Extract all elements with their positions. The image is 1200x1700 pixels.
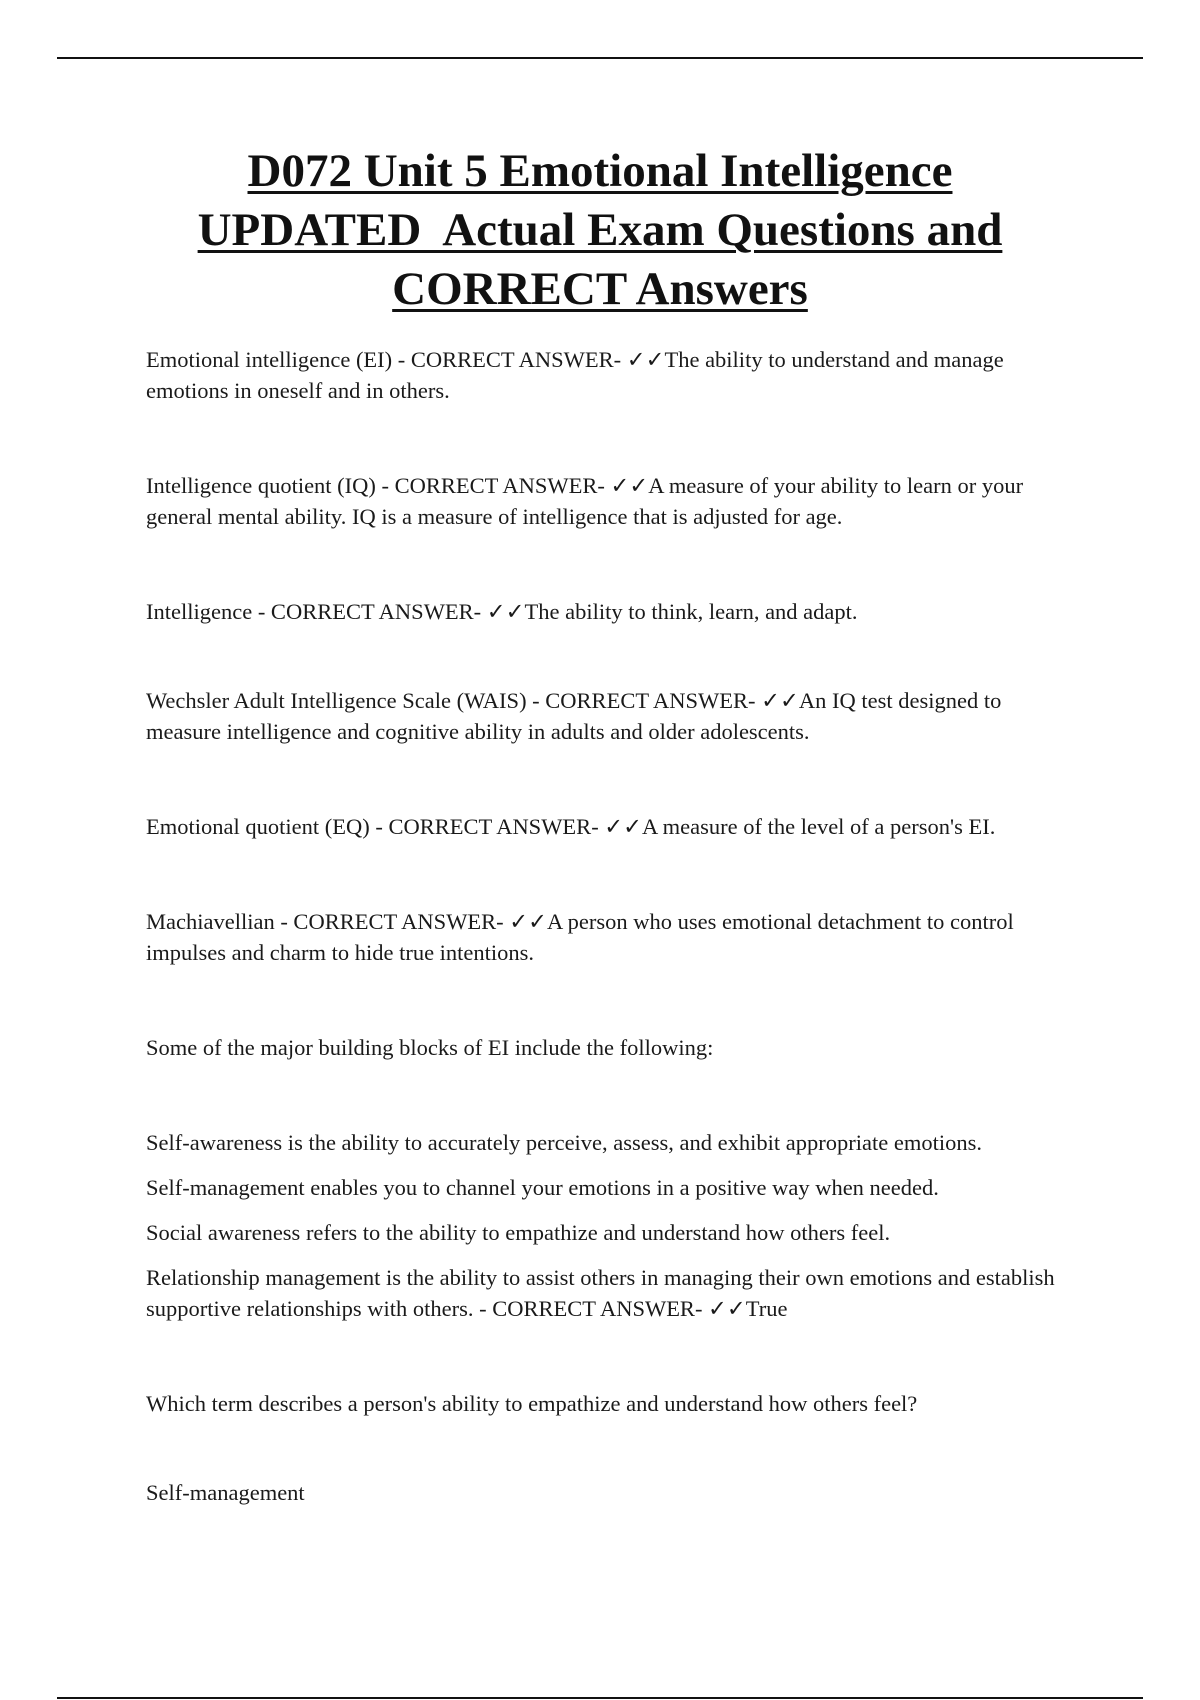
- building-block-social-awareness: Social awareness refers to the ability to empathize and understand how others feel.: [146, 1220, 891, 1245]
- building-block-self-management: Self-management enables you to channel your emotions in a positive way when needed.: [146, 1175, 939, 1200]
- top-rule: [57, 57, 1143, 59]
- qa-entry-machiavellian: Machiavellian - CORRECT ANSWER- ✓✓A person who uses emotional detachment to control impulses and charm to hide true intentions.: [146, 909, 1014, 965]
- title-line: UPDATED Actual Exam Questions and: [197, 204, 1003, 256]
- qa-entry-wais: Wechsler Adult Intelligence Scale (WAIS) - CORRECT ANSWER- ✓✓An IQ test designed to measure intelligence and cognitive ability in adults and older adolescents.: [146, 688, 1002, 744]
- building-block-relationship-management: Relationship management is the ability to assist others in managing their own emotions and establish supportive relationships with others. - CORRECT ANSWER- ✓✓True: [146, 1265, 1055, 1321]
- title-line: D072 Unit 5 Emotional Intelligence: [247, 145, 953, 197]
- bottom-rule: [57, 1697, 1143, 1699]
- qa-entry-intelligence: Intelligence - CORRECT ANSWER- ✓✓The ability to think, learn, and adapt.: [146, 599, 858, 624]
- qa-entry-intelligence-quotient: Intelligence quotient (IQ) - CORRECT ANSWER- ✓✓A measure of your ability to learn or your general mental ability. IQ is a measure of intelligence that is adjusted for age.: [146, 473, 1024, 529]
- document-title: [100, 142, 1100, 319]
- building-blocks-intro: Some of the major building blocks of EI include the following:: [146, 1035, 714, 1060]
- answer-option: Self-management: [146, 1480, 305, 1505]
- qa-entry-emotional-quotient: Emotional quotient (EQ) - CORRECT ANSWER- ✓✓A measure of the level of a person's EI.: [146, 814, 996, 839]
- building-block-self-awareness: Self-awareness is the ability to accurately perceive, assess, and exhibit appropriate emotions.: [146, 1130, 982, 1155]
- document-body: [146, 344, 1061, 1508]
- qa-entry-emotional-intelligence: Emotional intelligence (EI) - CORRECT ANSWER- ✓✓The ability to understand and manage emotions in oneself and in others.: [146, 347, 1004, 403]
- question-prompt: Which term describes a person's ability to empathize and understand how others feel?: [146, 1391, 918, 1416]
- title-line: CORRECT Answers: [392, 263, 808, 315]
